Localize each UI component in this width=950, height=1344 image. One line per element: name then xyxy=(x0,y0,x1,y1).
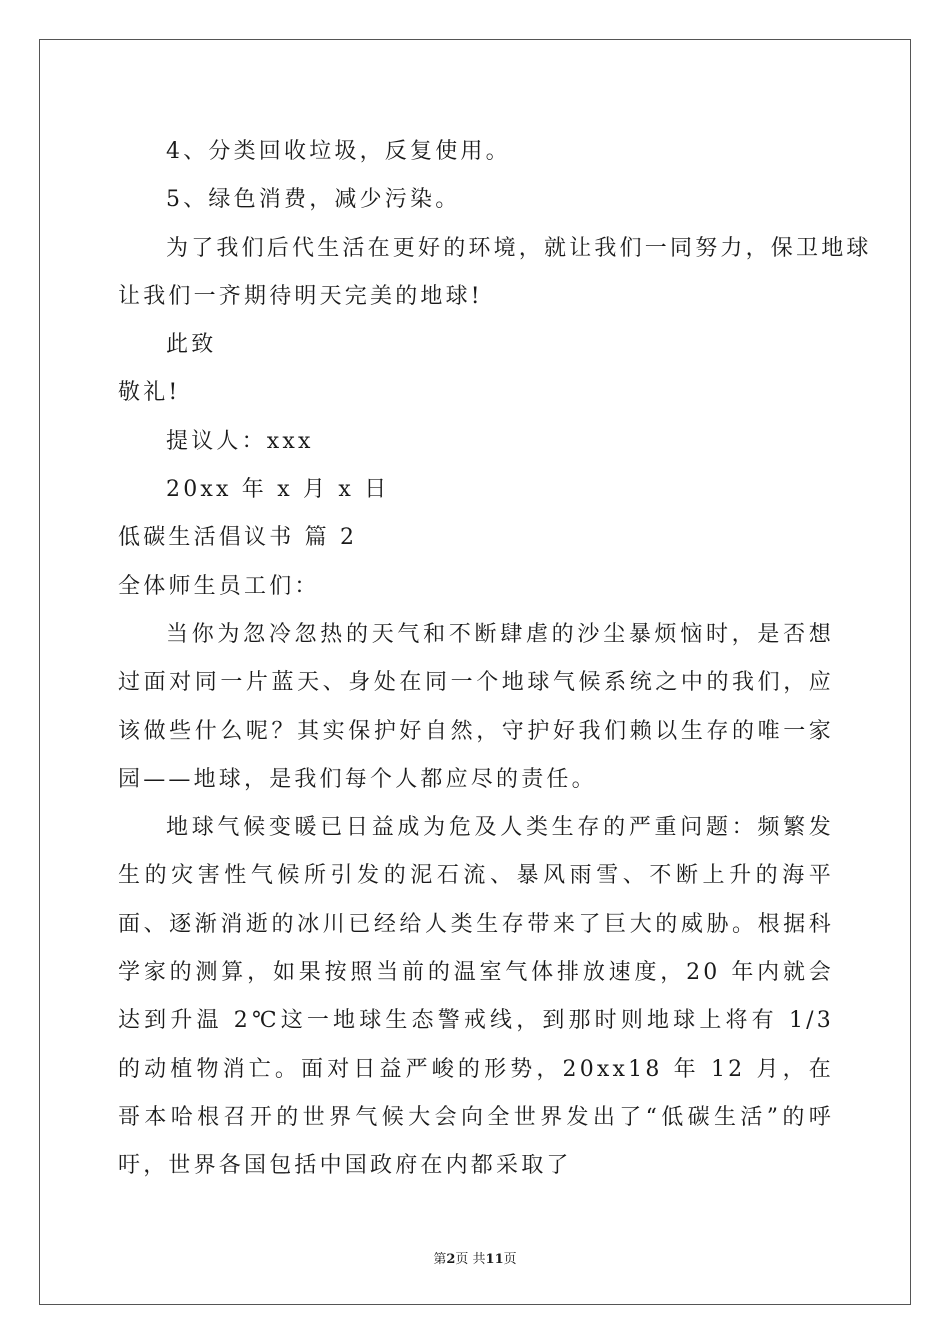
salutation-jing-li: 敬礼! xyxy=(118,380,181,406)
letter-date: 20xx 年 x 月 x 日 xyxy=(166,477,390,503)
addressee: 全体师生员工们： xyxy=(118,573,320,599)
closing-paragraph-line-1: 为了我们后代生活在更好的环境，就让我们一同努力，保卫地球 xyxy=(166,235,872,261)
body-paragraph-1: 当你为忽冷忽热的天气和不断肆虐的沙尘暴烦恼时，是否想过面对同一片蓝天、身处在同一个地球气候系统之中的我们，应该做些什么呢？其实保护好自然，守护好我们赖以生存的唯一家园——地球，是我们每个人都应尽的责任。 xyxy=(118,621,834,792)
footer-page-suffix: 页 xyxy=(503,1252,517,1267)
list-item-5: 5、绿色消费，减少污染。 xyxy=(166,187,461,213)
proposer-signature: 提议人：xxx xyxy=(166,428,314,454)
closing-paragraph-line-2: 让我们一齐期待明天完美的地球! xyxy=(118,283,483,309)
footer-page-prefix: 第 xyxy=(433,1252,447,1267)
footer-current-page: 2 xyxy=(446,1252,456,1267)
section-title: 低碳生活倡议书 篇 2 xyxy=(118,525,358,551)
footer-page-mid: 页 共 xyxy=(455,1252,486,1267)
body-paragraph-2: 地球气候变暖已日益成为危及人类生存的严重问题：频繁发生的灾害性气候所引发的泥石流、暴风雨雪、不断上升的海平面、逐渐消逝的冰川已经给人类生存带来了巨大的威胁。根据科学家的测算，如果按照当前的温室气体排放速度，20 年内就会达到升温 2℃这一地球生态警戒线，到那时则地球上将有 1/3 的动植物消亡。面对日益严峻的形势，20xx18 年 12 月，在哥本哈根召开的世界气候大会向全世界发出了“低碳生活”的呼吁，世界各国包括中国政府在内都采取了 xyxy=(118,815,834,1179)
salutation-ci-zhi: 此致 xyxy=(166,332,217,358)
page-footer xyxy=(0,1248,950,1267)
list-item-4: 4、分类回收垃圾，反复使用。 xyxy=(166,139,511,164)
document-body xyxy=(118,128,872,1191)
footer-total-pages: 11 xyxy=(485,1252,504,1267)
